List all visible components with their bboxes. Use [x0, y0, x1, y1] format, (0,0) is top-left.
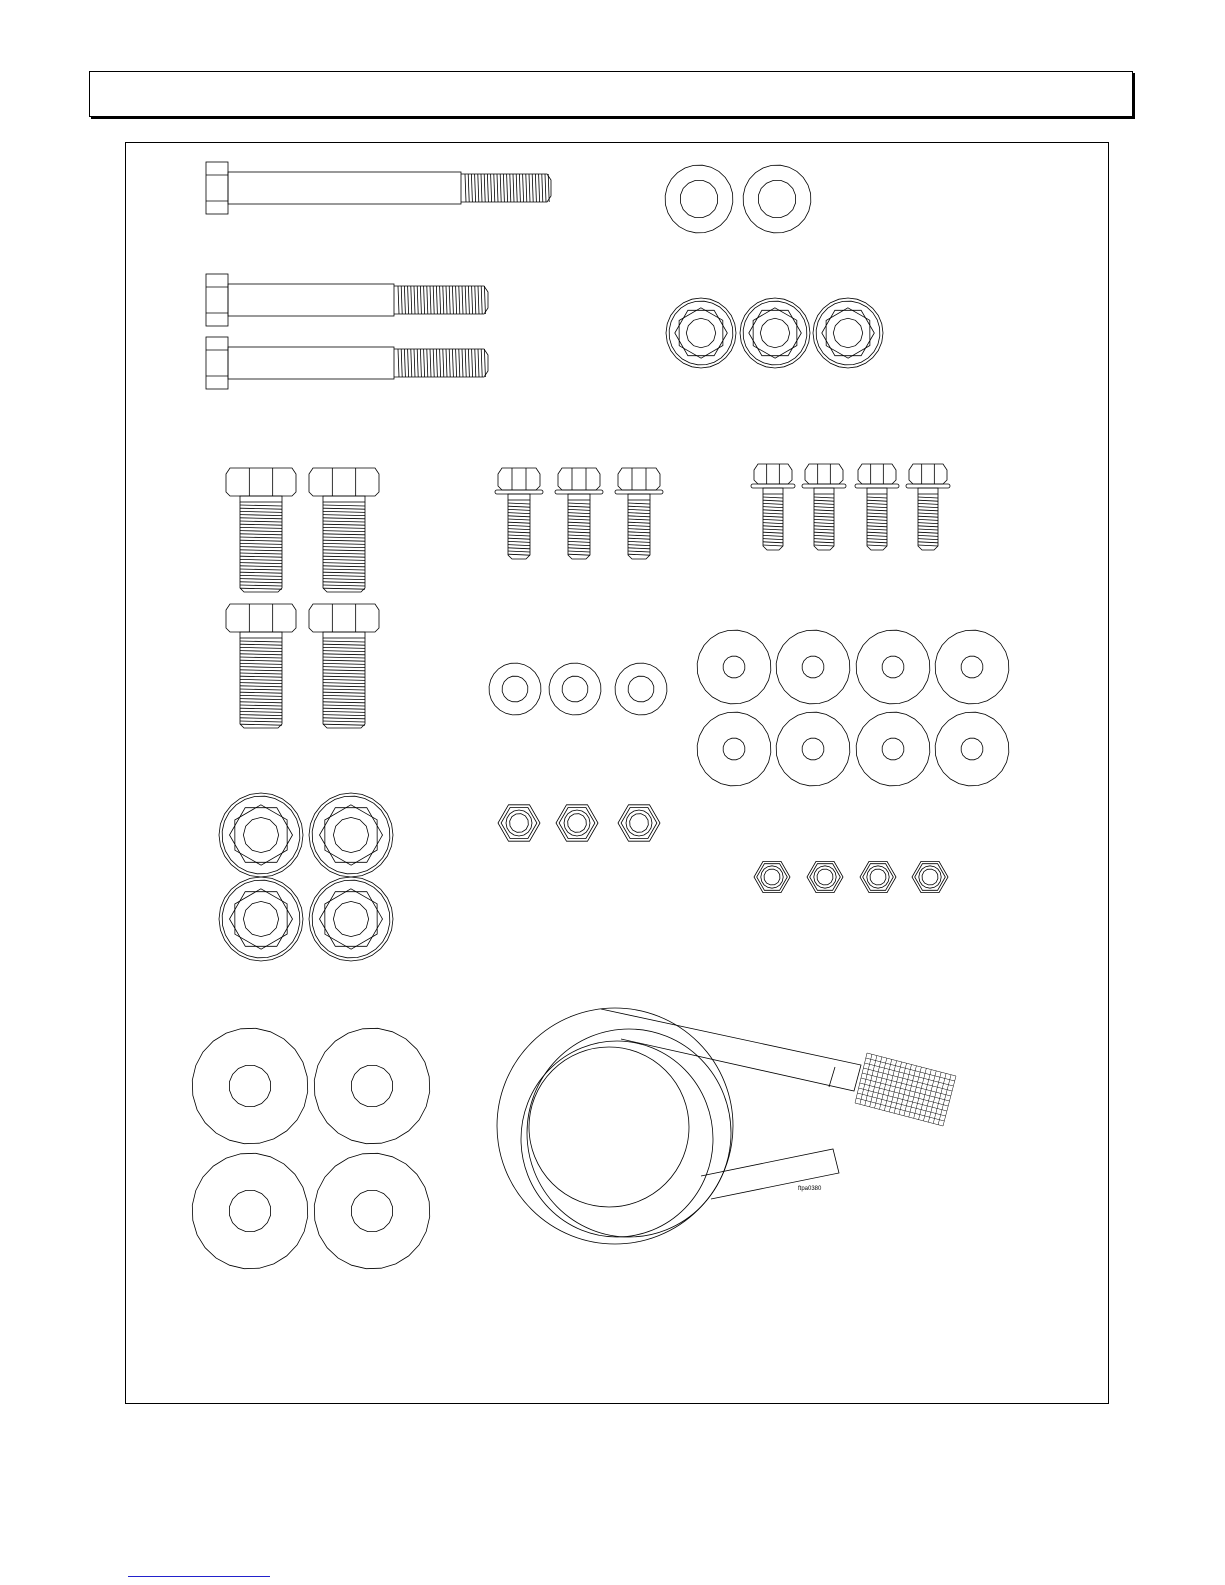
hex-lock-nut-small-3	[860, 861, 896, 892]
long-bolt-2	[206, 274, 488, 326]
thick-spacer-washer-4	[314, 1153, 429, 1268]
thick-spacer-washer-1	[192, 1028, 307, 1143]
large-flange-nut-1	[219, 793, 303, 877]
hex-lock-nut-medium-3	[618, 805, 660, 841]
flat-washer-1	[665, 165, 733, 233]
long-bolt-1	[206, 162, 551, 214]
hex-lock-nut-medium-2	[556, 805, 598, 841]
hex-lock-nut-small-1	[754, 861, 790, 892]
flange-bolt-medium-2	[555, 468, 603, 559]
heavy-hex-bolt-3	[226, 604, 296, 728]
large-washer-top-2	[776, 630, 850, 704]
hardware-kit-illustration	[126, 143, 1110, 1405]
flange-bolt-small-2	[802, 464, 846, 550]
large-washer-bottom-2	[776, 712, 850, 786]
large-washer-bottom-1	[697, 712, 771, 786]
torsion-spring	[497, 1008, 861, 1244]
heavy-hex-bolt-1	[226, 468, 296, 592]
title-box	[89, 71, 1133, 117]
large-flange-nut-4	[309, 877, 393, 961]
hardware-figure-frame	[125, 142, 1109, 1404]
flange-lock-nut-3	[813, 298, 883, 368]
long-bolt-3	[206, 337, 488, 389]
heavy-hex-bolt-4	[309, 604, 379, 728]
hex-lock-nut-medium-1	[498, 805, 540, 841]
small-washer-1	[489, 663, 541, 715]
large-washer-bottom-3	[856, 712, 930, 786]
large-flange-nut-2	[309, 793, 393, 877]
flange-bolt-small-1	[751, 464, 795, 550]
flange-bolt-small-4	[906, 464, 950, 550]
flange-bolt-medium-3	[615, 468, 663, 559]
small-washer-2	[549, 663, 601, 715]
flat-washer-2	[743, 165, 811, 233]
hex-lock-nut-small-2	[807, 861, 843, 892]
large-flange-nut-3	[219, 877, 303, 961]
flange-lock-nut-2	[740, 298, 810, 368]
flange-bolt-medium-1	[495, 468, 543, 559]
small-washer-3	[615, 663, 667, 715]
large-washer-top-1	[697, 630, 771, 704]
flange-bolt-small-3	[855, 464, 899, 550]
footer-link-underline	[128, 1576, 270, 1577]
thick-spacer-washer-2	[314, 1028, 429, 1143]
flange-lock-nut-1	[666, 298, 736, 368]
spring-grip	[855, 1053, 956, 1126]
heavy-hex-bolt-2	[309, 468, 379, 592]
thick-spacer-washer-3	[192, 1153, 307, 1268]
large-washer-top-4	[935, 630, 1009, 704]
large-washer-bottom-4	[935, 712, 1009, 786]
hex-lock-nut-small-4	[912, 861, 948, 892]
part-number-label: ftpa0380	[798, 1186, 822, 1192]
large-washer-top-3	[856, 630, 930, 704]
